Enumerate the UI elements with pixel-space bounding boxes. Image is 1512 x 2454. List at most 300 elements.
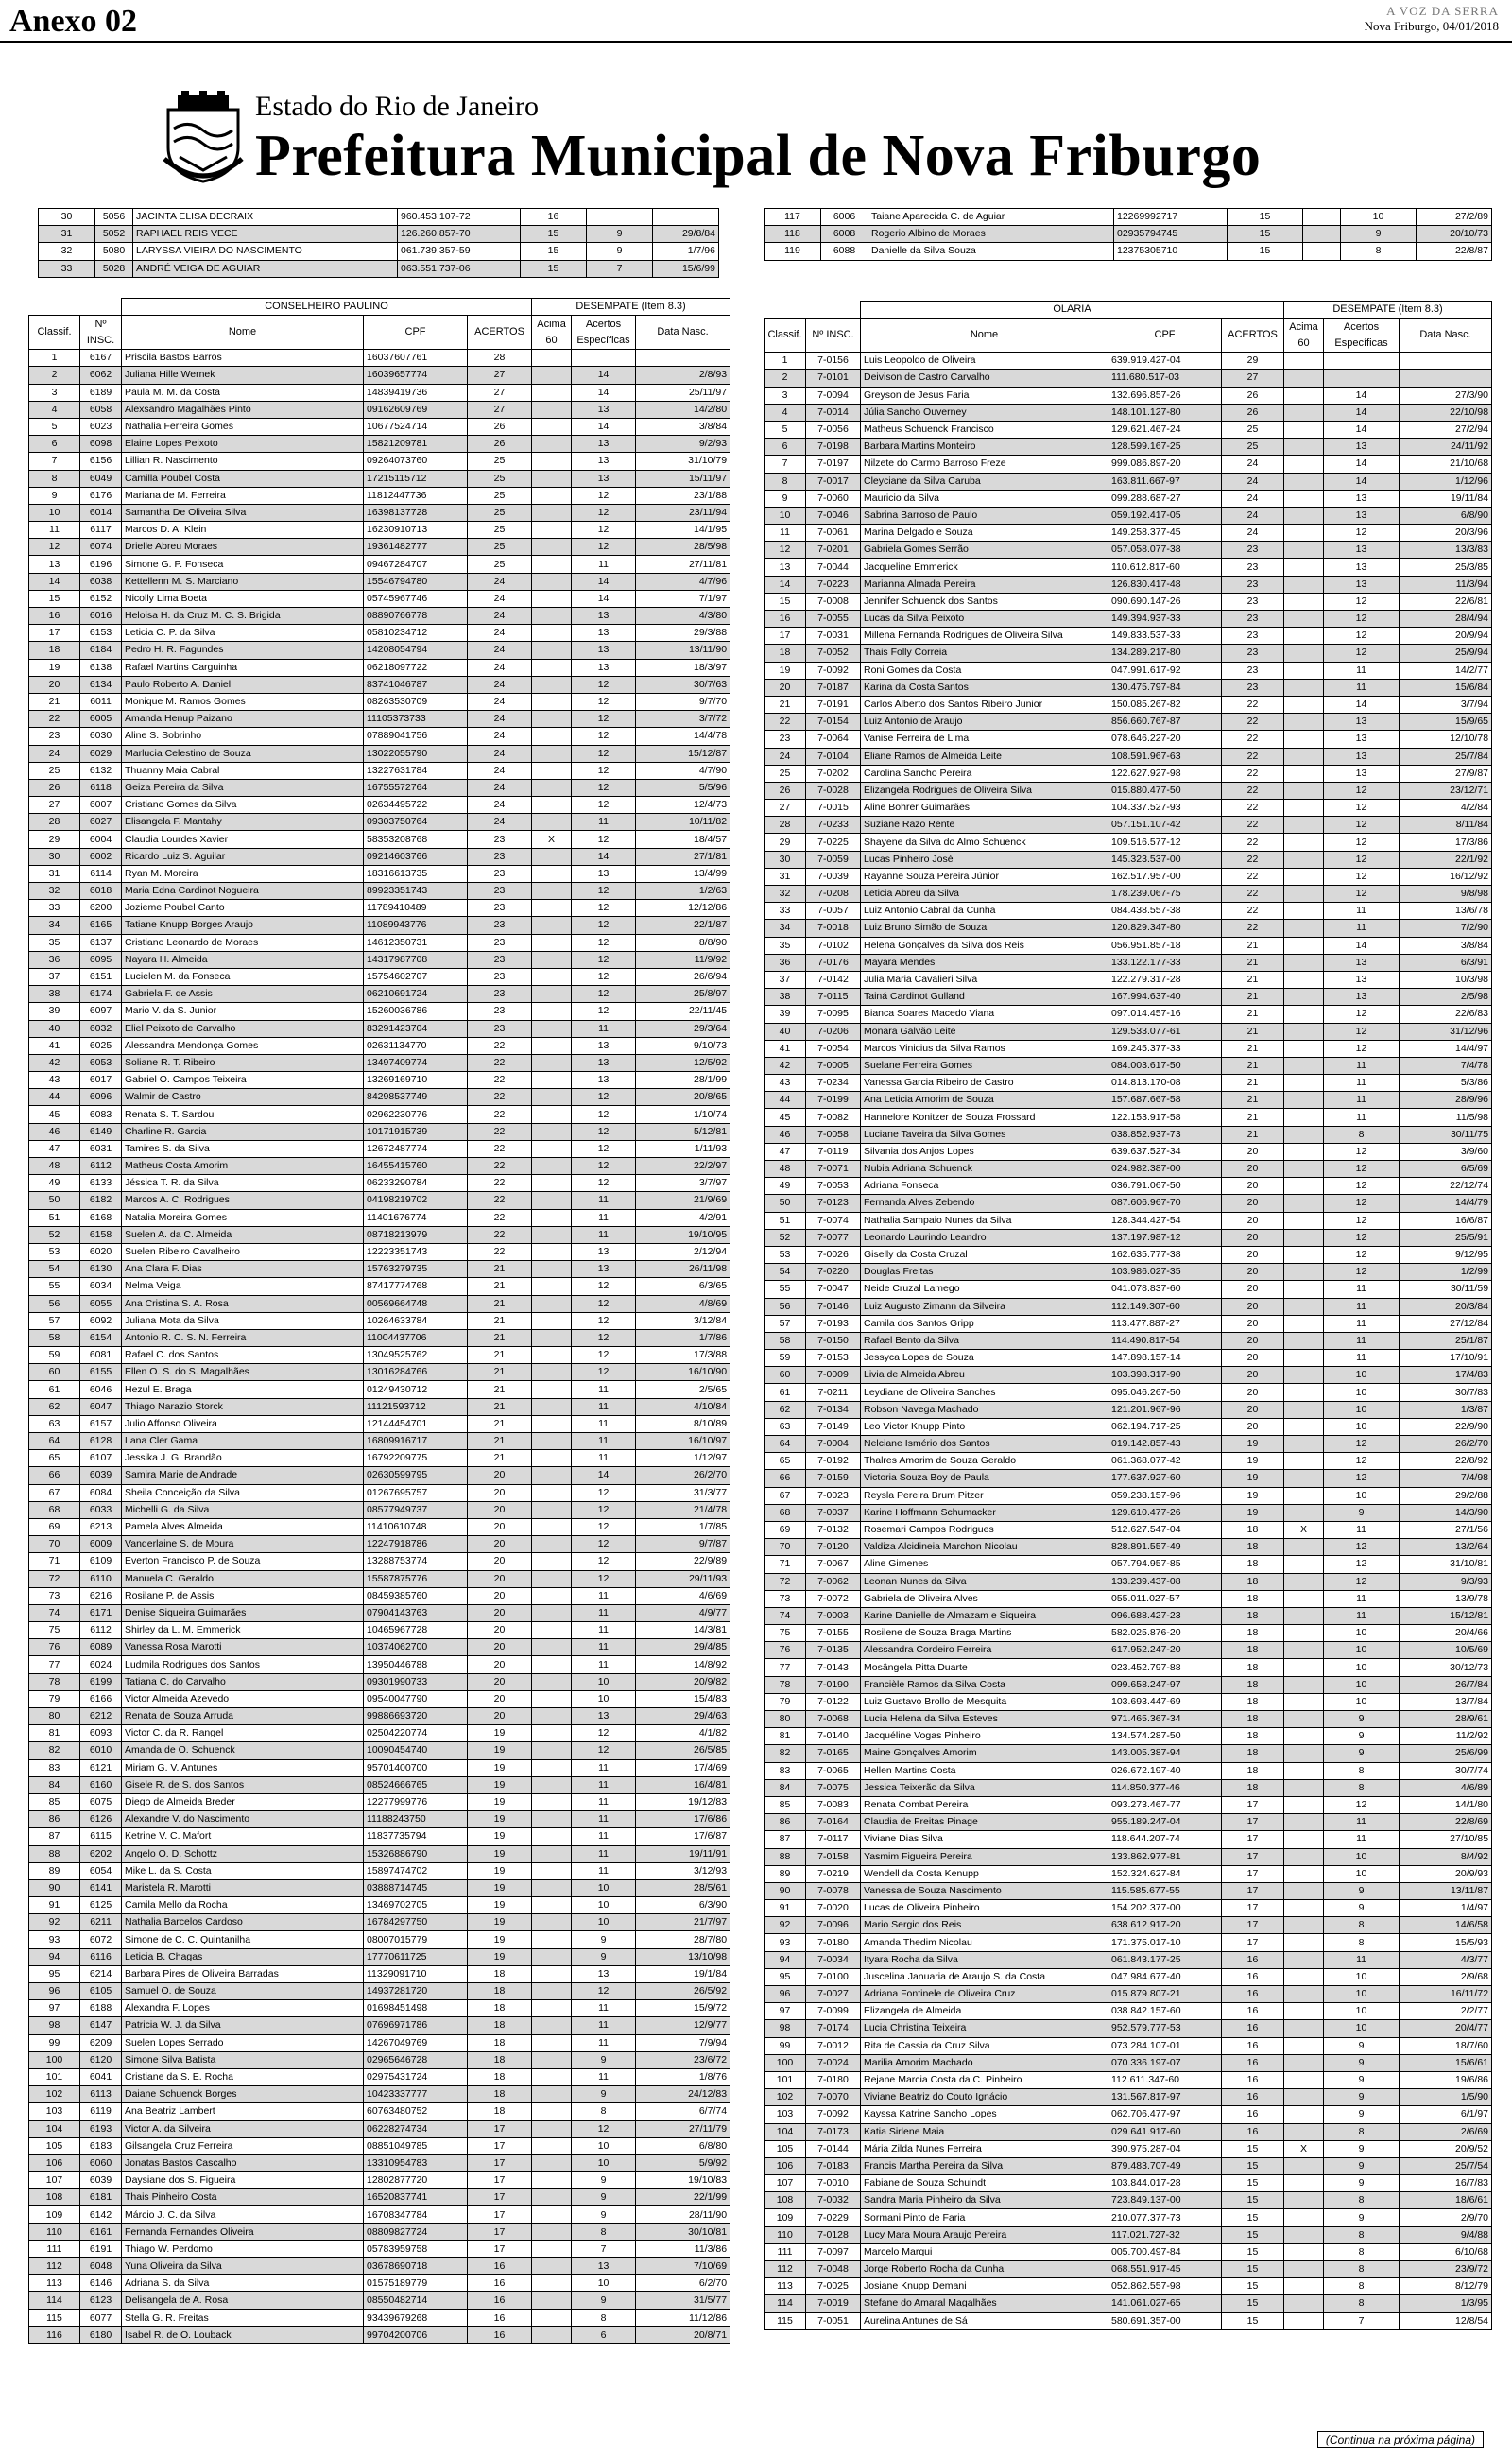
cell-insc: 7-0211 xyxy=(806,1384,861,1401)
cell-acima60 xyxy=(1284,507,1324,524)
cell-insc: 6023 xyxy=(80,418,122,435)
cell-acima60 xyxy=(1284,473,1324,490)
cell-acertos: 25 xyxy=(468,522,532,539)
cell-acertos-esp: 8 xyxy=(1324,1917,1400,1934)
cell-acima60 xyxy=(1284,2123,1324,2140)
cell-nome: Stefane do Amaral Magalhães xyxy=(861,2295,1108,2312)
cell-data: 18/6/61 xyxy=(1400,2192,1492,2209)
table-row xyxy=(29,1965,730,1982)
cell-acertos: 23 xyxy=(468,951,532,968)
table-row xyxy=(29,779,730,796)
cell-insc: 6117 xyxy=(80,522,122,539)
cell-acima60 xyxy=(1284,1728,1324,1745)
cell-acima60 xyxy=(1284,971,1324,988)
cell-acertos: 24 xyxy=(468,573,532,590)
cell-insc: 6018 xyxy=(80,883,122,900)
cell-insc: 6046 xyxy=(80,1381,122,1398)
cell-nome: Hellen Martins Costa xyxy=(861,1762,1108,1779)
table-row xyxy=(29,2068,730,2085)
cell-insc: 6202 xyxy=(80,1845,122,1862)
table-row xyxy=(765,611,1492,628)
cell-classif: 12 xyxy=(29,539,80,556)
cell-nome: Neide Cruzal Lamego xyxy=(861,1281,1108,1298)
cell-data: 15/11/97 xyxy=(636,470,730,487)
cell-acima60 xyxy=(1284,2157,1324,2174)
cell-nome: Leo Victor Knupp Pinto xyxy=(861,1418,1108,1435)
table-row xyxy=(765,954,1492,971)
table-row xyxy=(29,1106,730,1123)
cell-insc: 7-0142 xyxy=(806,971,861,988)
cell-data: 28/5/61 xyxy=(636,1879,730,1896)
cell-acertos-esp: 12 xyxy=(572,1312,636,1329)
cell-cpf: 16755572764 xyxy=(364,779,468,796)
cell-classif: 86 xyxy=(765,1814,806,1831)
cell-acertos: 22 xyxy=(468,1243,532,1260)
cell-cpf: 89923351743 xyxy=(364,883,468,900)
cell-data: 20/9/82 xyxy=(636,1673,730,1690)
cell-data: 5/9/92 xyxy=(636,2154,730,2171)
cell-nome: Ryan M. Moreira xyxy=(122,865,364,882)
cell-data: 29/3/88 xyxy=(636,625,730,642)
cell-acertos: 24 xyxy=(468,659,532,676)
cell-acertos: 24 xyxy=(468,642,532,659)
cell-acima60 xyxy=(1284,2278,1324,2295)
cell-nome: LARYSSA VIEIRA DO NASCIMENTO xyxy=(133,243,398,260)
cell-acertos-esp: 10 xyxy=(1324,1968,1400,1985)
cell-data: 20/9/52 xyxy=(1400,2140,1492,2157)
newspaper-info xyxy=(1365,4,1499,34)
cell-data: 14/3/81 xyxy=(636,1622,730,1639)
table-row xyxy=(765,387,1492,404)
cell-data: 4/9/77 xyxy=(636,1604,730,1621)
table-row xyxy=(39,260,719,277)
cell-acima60 xyxy=(532,487,572,504)
cell-classif: 48 xyxy=(29,1158,80,1175)
cell-data: 11/2/92 xyxy=(1400,1728,1492,1745)
cell-acertos: 22 xyxy=(1222,765,1284,782)
table-row xyxy=(765,1367,1492,1384)
cell-insc: 6196 xyxy=(80,556,122,573)
cell-nome: Camila Mello da Rocha xyxy=(122,1897,364,1914)
cell-nome: Nilzete do Carmo Barroso Freze xyxy=(861,456,1108,473)
table-row xyxy=(765,490,1492,507)
table-row xyxy=(29,2086,730,2103)
cell-nome: Luiz Antonio de Araujo xyxy=(861,714,1108,731)
cell-nome: Amanda Henup Paizano xyxy=(122,711,364,728)
cell-data: 1/12/96 xyxy=(1400,473,1492,490)
cell-nome: Lucia Christina Teixeira xyxy=(861,2020,1108,2037)
cell-cpf: 15754602707 xyxy=(364,968,468,985)
cell-insc: 7-0123 xyxy=(806,1195,861,1212)
cell-insc: 7-0020 xyxy=(806,1900,861,1917)
cell-acertos-esp: 10 xyxy=(1324,1384,1400,1401)
cell-data: 16/6/87 xyxy=(1400,1212,1492,1229)
cell-data: 21/7/97 xyxy=(636,1914,730,1931)
cell-insc: 6165 xyxy=(80,917,122,934)
cell-acima60 xyxy=(532,590,572,607)
cell-acertos-esp: 10 xyxy=(572,1673,636,1690)
cell-insc: 7-0039 xyxy=(806,868,861,885)
cell-acertos: 17 xyxy=(468,2120,532,2137)
cell-acertos-esp: 9 xyxy=(572,1948,636,1965)
col-insc: Nº INSC. xyxy=(80,316,122,350)
cell-data: 13/3/83 xyxy=(1400,542,1492,559)
table-row xyxy=(29,1622,730,1639)
cell-nome: Bianca Soares Macedo Viana xyxy=(861,1006,1108,1023)
cell-nome: Jacqueline Emmerick xyxy=(861,559,1108,576)
cell-nome: Nelciane Ismério dos Santos xyxy=(861,1436,1108,1453)
cell-nome: Claudia Lourdes Xavier xyxy=(122,831,364,848)
table-row xyxy=(765,1968,1492,1985)
cell-acertos-esp: 12 xyxy=(1324,1246,1400,1263)
cell-nome: Nelma Veiga xyxy=(122,1278,364,1295)
cell-cpf: 13049525762 xyxy=(364,1347,468,1364)
cell-nome: Rosilane P. de Assis xyxy=(122,1587,364,1604)
cell-cpf: 15821209781 xyxy=(364,436,468,453)
cell-cpf: 11329091710 xyxy=(364,1965,468,1982)
cell-acima60 xyxy=(1303,243,1341,260)
cell-acertos-esp: 10 xyxy=(1341,209,1417,226)
col-nome: Nome xyxy=(861,319,1108,353)
cell-acima60 xyxy=(532,1261,572,1278)
cell-acertos: 22 xyxy=(1222,731,1284,748)
cell-acima60 xyxy=(1284,1367,1324,1384)
cell-insc: 6114 xyxy=(80,865,122,882)
cell-acertos: 16 xyxy=(1222,2123,1284,2140)
table-row xyxy=(29,2017,730,2034)
cell-cpf: 952.579.777-53 xyxy=(1108,2020,1222,2037)
cell-acertos: 15 xyxy=(1222,2140,1284,2157)
cell-classif: 16 xyxy=(765,611,806,628)
cell-acertos: 21 xyxy=(1222,954,1284,971)
cell-classif: 11 xyxy=(29,522,80,539)
cell-nome: Fernanda Fernandes Oliveira xyxy=(122,2223,364,2240)
cell-insc: 7-0064 xyxy=(806,731,861,748)
table-row xyxy=(29,1862,730,1879)
cell-acima60 xyxy=(532,504,572,521)
table-row xyxy=(765,1882,1492,1899)
cell-acertos: 19 xyxy=(468,1845,532,1862)
table-row xyxy=(765,1298,1492,1315)
cell-acertos: 23 xyxy=(1222,576,1284,593)
cell-classif: 67 xyxy=(765,1487,806,1504)
cell-acertos-esp: 9 xyxy=(1324,1900,1400,1917)
cell-acima60 xyxy=(532,1175,572,1192)
table-row xyxy=(29,2240,730,2257)
cell-classif: 61 xyxy=(765,1384,806,1401)
cell-cpf: 14612350731 xyxy=(364,934,468,951)
table-row xyxy=(29,917,730,934)
cell-data: 19/6/86 xyxy=(1400,2071,1492,2088)
cell-acertos: 21 xyxy=(468,1398,532,1415)
cell-classif: 31 xyxy=(765,868,806,885)
cell-acima60 xyxy=(532,1020,572,1037)
cell-cpf: 014.813.170-08 xyxy=(1108,1075,1222,1092)
cell-acertos-esp: 13 xyxy=(1324,748,1400,765)
cell-acima60 xyxy=(1284,1315,1324,1332)
cell-nome: Luiz Augusto Zimann da Silveira xyxy=(861,1298,1108,1315)
cell-acertos-esp: 12 xyxy=(572,951,636,968)
cell-data: 22/11/45 xyxy=(636,1003,730,1020)
cell-acima60 xyxy=(1284,1796,1324,1813)
cell-classif: 115 xyxy=(29,2309,80,2326)
cell-insc: 6041 xyxy=(80,2068,122,2085)
cell-nome: Livia de Almeida Abreu xyxy=(861,1367,1108,1384)
cell-acertos-esp: 11 xyxy=(572,1793,636,1810)
table-row xyxy=(765,1796,1492,1813)
cell-acertos: 29 xyxy=(1222,353,1284,370)
cell-insc: 7-0037 xyxy=(806,1504,861,1521)
cell-acertos-esp: 9 xyxy=(572,1931,636,1948)
cell-acima60 xyxy=(1284,1143,1324,1160)
cell-cpf: 06228274734 xyxy=(364,2120,468,2137)
cell-acima60 xyxy=(532,2103,572,2120)
cell-data: 14/1/80 xyxy=(1400,1796,1492,1813)
table-row xyxy=(765,1057,1492,1074)
cell-insc: 7-0153 xyxy=(806,1350,861,1367)
cell-classif: 110 xyxy=(765,2226,806,2243)
cell-insc: 7-0199 xyxy=(806,1092,861,1109)
cell-classif: 110 xyxy=(29,2223,80,2240)
cell-acima60 xyxy=(1284,2020,1324,2037)
cell-insc: 6016 xyxy=(80,608,122,625)
cell-classif: 104 xyxy=(29,2120,80,2137)
cell-acertos-esp: 11 xyxy=(1324,1951,1400,1968)
cell-data: 11/12/86 xyxy=(636,2309,730,2326)
cell-insc: 6004 xyxy=(80,831,122,848)
cell-acertos: 16 xyxy=(1222,1951,1284,1968)
cell-acertos-esp: 12 xyxy=(572,917,636,934)
table-row xyxy=(29,487,730,504)
cell-nome: Lillian R. Nascimento xyxy=(122,453,364,470)
cell-data: 11/9/92 xyxy=(636,951,730,968)
cell-nome: Amanda Thedim Nicolau xyxy=(861,1934,1108,1951)
cell-cpf: 10423337777 xyxy=(364,2086,468,2103)
cell-insc: 7-0014 xyxy=(806,404,861,421)
cell-nome: Isabel R. de O. Louback xyxy=(122,2326,364,2343)
cell-acertos-esp: 14 xyxy=(572,384,636,401)
cell-acertos: 23 xyxy=(1222,662,1284,679)
cell-cpf: 02631134770 xyxy=(364,1037,468,1054)
cell-data: 6/3/91 xyxy=(1400,954,1492,971)
cell-acertos-esp: 9 xyxy=(572,2189,636,2206)
cell-acertos-esp: 10 xyxy=(1324,1418,1400,1435)
cell-acertos: 15 xyxy=(1222,2209,1284,2226)
cell-nome: Adriana Fonseca xyxy=(861,1178,1108,1195)
cell-cpf: 062.194.717-25 xyxy=(1108,1418,1222,1435)
table-row xyxy=(29,728,730,745)
cell-classif: 70 xyxy=(765,1539,806,1556)
cell-insc: 7-0058 xyxy=(806,1126,861,1143)
cell-nome: Yuna Oliveira da Silva xyxy=(122,2258,364,2275)
table-row xyxy=(29,797,730,814)
cell-classif: 87 xyxy=(765,1831,806,1848)
cell-acertos: 21 xyxy=(468,1329,532,1346)
cell-acertos-esp: 12 xyxy=(572,1175,636,1192)
cell-cpf: 070.336.197-07 xyxy=(1108,2054,1222,2071)
cell-acima60 xyxy=(1284,542,1324,559)
table-row xyxy=(29,2292,730,2309)
cell-acima60 xyxy=(532,711,572,728)
tiebreak-header: DESEMPATE (Item 8.3) xyxy=(532,299,730,316)
cell-nome: Suelen A. da C. Almeida xyxy=(122,1226,364,1243)
cell-acertos: 25 xyxy=(468,487,532,504)
cell-nome: Daysiane dos S. Figueira xyxy=(122,2172,364,2189)
cell-acertos: 24 xyxy=(468,625,532,642)
cell-insc: 6054 xyxy=(80,1862,122,1879)
cell-insc: 6133 xyxy=(80,1175,122,1192)
col-acertos-esp: Acertos Específicas xyxy=(1324,319,1400,353)
cell-acima60 xyxy=(1284,1075,1324,1092)
cell-acertos-esp: 12 xyxy=(1324,1796,1400,1813)
cell-nome: Suelen Lopes Serrado xyxy=(122,2034,364,2051)
cell-cpf: 133.122.177-33 xyxy=(1108,954,1222,971)
cell-insc: 6212 xyxy=(80,1708,122,1725)
cell-cpf: 129.533.077-61 xyxy=(1108,1023,1222,1040)
cell-nome: Giselly da Costa Cruzal xyxy=(861,1246,1108,1263)
cell-nome: Alessandra Mendonça Gomes xyxy=(122,1037,364,1054)
cell-nome: Samira Marie de Andrade xyxy=(122,1467,364,1484)
cell-data: 27/2/94 xyxy=(1400,421,1492,438)
cell-classif: 14 xyxy=(765,576,806,593)
cell-acertos-esp: 13 xyxy=(1324,439,1400,456)
table-row xyxy=(29,1897,730,1914)
cell-acima60 xyxy=(1284,1006,1324,1023)
cell-cpf: 134.289.217-80 xyxy=(1108,645,1222,662)
cell-acertos: 21 xyxy=(1222,1023,1284,1040)
cell-acima60 xyxy=(532,1708,572,1725)
cell-nome: Denise Siqueira Guimarães xyxy=(122,1604,364,1621)
cell-acertos: 24 xyxy=(1222,456,1284,473)
cell-data: 27/11/81 xyxy=(636,556,730,573)
cell-cpf: 83291423704 xyxy=(364,1020,468,1037)
cell-acima60 xyxy=(532,1811,572,1828)
cell-classif: 69 xyxy=(29,1518,80,1535)
cell-acima60 xyxy=(1284,937,1324,954)
cell-classif: 106 xyxy=(29,2154,80,2171)
cell-classif: 100 xyxy=(29,2051,80,2068)
table-row xyxy=(29,1914,730,1931)
cell-cpf: 150.085.267-82 xyxy=(1108,696,1222,713)
cell-acertos-esp: 11 xyxy=(572,1209,636,1226)
cell-cpf: 07904143763 xyxy=(364,1604,468,1621)
cell-cpf: 02634495722 xyxy=(364,797,468,814)
cell-acima60 xyxy=(1284,456,1324,473)
table-row xyxy=(29,1020,730,1037)
cell-acertos-esp: 11 xyxy=(572,1192,636,1209)
cell-data: 1/3/87 xyxy=(1400,1401,1492,1418)
cell-acertos: 24 xyxy=(468,728,532,745)
cell-nome: Katia Sirlene Maia xyxy=(861,2123,1108,2140)
cell-nome: Jessyca Lopes de Souza xyxy=(861,1350,1108,1367)
cell-acertos: 23 xyxy=(468,865,532,882)
cell-cpf: 145.323.537-00 xyxy=(1108,851,1222,868)
cell-nome: Karine Danielle de Almazam e Siqueira xyxy=(861,1607,1108,1624)
cell-cpf: 07696971786 xyxy=(364,2017,468,2034)
cell-acertos-esp: 12 xyxy=(1324,1470,1400,1487)
cell-acertos-esp: 9 xyxy=(1324,2175,1400,2192)
cell-classif: 32 xyxy=(39,243,95,260)
cell-classif: 90 xyxy=(29,1879,80,1896)
cell-nome: Julia Maria Cavalieri Silva xyxy=(861,971,1108,988)
cell-nome: Luiz Antonio Cabral da Cunha xyxy=(861,903,1108,920)
cell-acima60 xyxy=(532,2051,572,2068)
cell-cpf: 13016284766 xyxy=(364,1364,468,1381)
cell-classif: 3 xyxy=(29,384,80,401)
cell-acertos: 15 xyxy=(1222,2278,1284,2295)
cell-cpf: 019.142.857-43 xyxy=(1108,1436,1222,1453)
cell-acertos-esp: 11 xyxy=(1324,1298,1400,1315)
cell-insc: 7-0065 xyxy=(806,1762,861,1779)
cell-classif: 39 xyxy=(765,1006,806,1023)
cell-classif: 12 xyxy=(765,542,806,559)
cell-cpf: 095.046.267-50 xyxy=(1108,1384,1222,1401)
cell-acima60 xyxy=(532,900,572,917)
cell-cpf: 056.951.857-18 xyxy=(1108,937,1222,954)
cell-acima60 xyxy=(532,1381,572,1398)
cell-acertos: 18 xyxy=(468,2086,532,2103)
table-row xyxy=(29,1175,730,1192)
cell-acertos: 17 xyxy=(1222,1796,1284,1813)
cell-data: 1/2/99 xyxy=(1400,1264,1492,1281)
cell-classif: 63 xyxy=(765,1418,806,1435)
cell-data: 4/2/84 xyxy=(1400,800,1492,817)
cell-nome: Luciane Taveira da Silva Gomes xyxy=(861,1126,1108,1143)
cell-insc: 6116 xyxy=(80,1948,122,1965)
cell-cpf: 112.149.307-60 xyxy=(1108,1298,1222,1315)
cell-acertos: 22 xyxy=(1222,696,1284,713)
cell-nome: Francis Martha Pereira da Silva xyxy=(861,2157,1108,2174)
cell-acima60 xyxy=(1284,1951,1324,1968)
cell-data xyxy=(1400,370,1492,387)
cell-cpf: 131.567.817-97 xyxy=(1108,2089,1222,2106)
cell-acertos-esp: 12 xyxy=(572,2120,636,2137)
cell-insc: 6121 xyxy=(80,1759,122,1776)
cell-acertos-esp: 13 xyxy=(1324,559,1400,576)
cell-acertos: 19 xyxy=(468,1742,532,1759)
cell-cpf: 061.368.077-42 xyxy=(1108,1453,1222,1470)
cell-acertos-esp: 10 xyxy=(1324,1848,1400,1865)
cell-insc: 6112 xyxy=(80,1622,122,1639)
cell-acertos-esp: 12 xyxy=(572,831,636,848)
cell-nome: Thais Folly Correia xyxy=(861,645,1108,662)
table-row xyxy=(29,711,730,728)
table-row xyxy=(765,421,1492,438)
cell-cpf: 15546794780 xyxy=(364,573,468,590)
cell-acima60 xyxy=(532,1364,572,1381)
cell-nome: Vanderlaine S. de Moura xyxy=(122,1536,364,1553)
cell-classif: 7 xyxy=(29,453,80,470)
cell-cpf: 061.739.357-59 xyxy=(398,243,521,260)
table-row xyxy=(29,1708,730,1725)
cell-nome: Lucas Pinheiro José xyxy=(861,851,1108,868)
cell-acertos: 15 xyxy=(1228,209,1303,226)
cell-acertos: 20 xyxy=(1222,1246,1284,1263)
cell-acima60 xyxy=(532,436,572,453)
cell-acima60 xyxy=(532,608,572,625)
cell-acertos-esp: 14 xyxy=(572,418,636,435)
cell-data: 2/5/65 xyxy=(636,1381,730,1398)
cell-cpf: 10465967728 xyxy=(364,1622,468,1639)
cell-cpf: 07889041756 xyxy=(364,728,468,745)
cell-classif: 49 xyxy=(29,1175,80,1192)
table-row xyxy=(765,593,1492,610)
cell-acertos: 20 xyxy=(468,1639,532,1656)
cell-cpf: 084.438.557-38 xyxy=(1108,903,1222,920)
cell-acertos-esp: 12 xyxy=(1324,1573,1400,1590)
cell-cpf: 639.637.527-34 xyxy=(1108,1143,1222,1160)
cell-classif: 83 xyxy=(765,1762,806,1779)
